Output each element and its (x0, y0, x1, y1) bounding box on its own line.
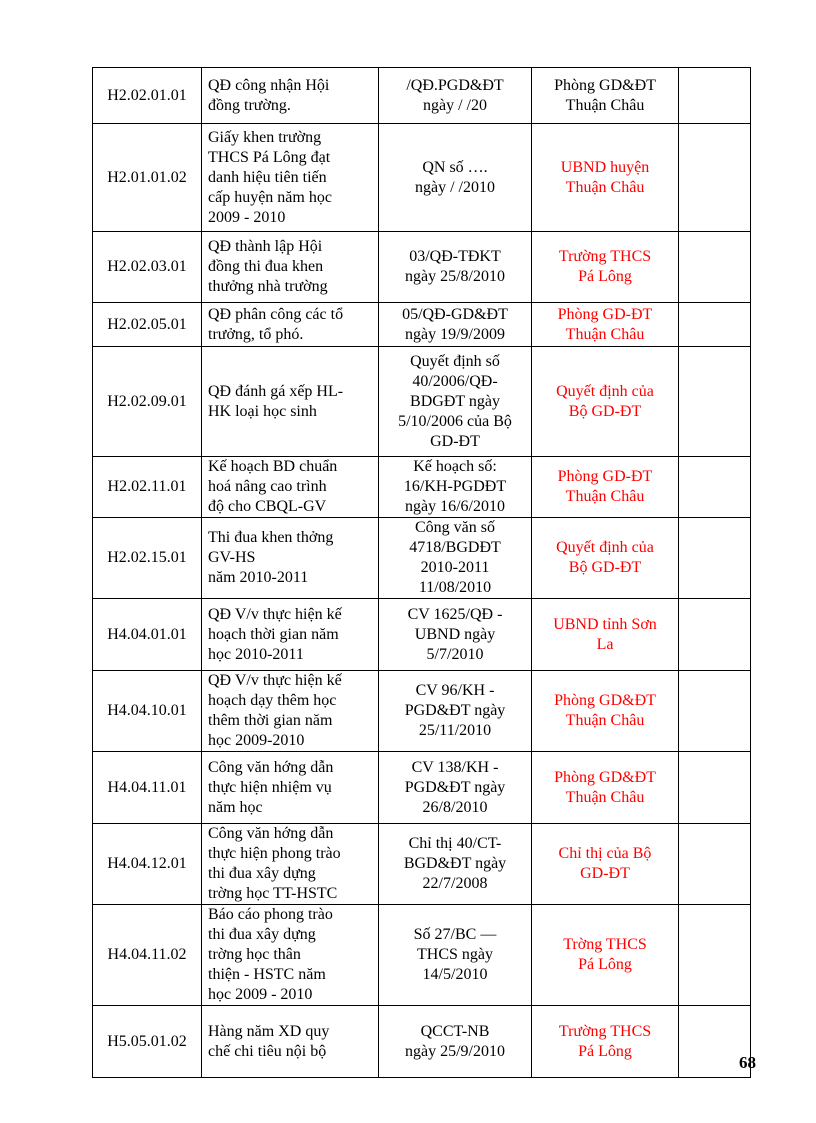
table-row (93, 671, 751, 752)
document-reference: CV 96/KH - PGD&ĐT ngày 25/11/2010 (379, 671, 532, 752)
table-row (93, 824, 751, 905)
document-reference: CV 1625/QĐ - UBND ngày 5/7/2010 (379, 599, 532, 671)
document-reference: 05/QĐ-GD&ĐT ngày 19/9/2009 (379, 303, 532, 347)
table-row (93, 68, 751, 124)
issuing-authority: Chỉ thị của Bộ GD-ĐT (532, 824, 679, 905)
document-title: QĐ V/v thực hiện kế hoạch thời gian năm học 2010-2011 (202, 599, 379, 671)
note-cell (679, 905, 751, 1006)
issuing-authority: Trường THCS Pá Lông (532, 232, 679, 303)
evidence-code: H5.05.01.02 (93, 1006, 202, 1078)
issuing-authority: UBND tỉnh Sơn La (532, 599, 679, 671)
note-cell (679, 232, 751, 303)
document-reference: QN số …. ngày / /2010 (379, 124, 532, 232)
document-title: QĐ đánh gá xếp HL- HK loại học sinh (202, 347, 379, 457)
document-title: QĐ phân công các tổ trưởng, tổ phó. (202, 303, 379, 347)
document-reference: Quyết định số 40/2006/QĐ- BDGĐT ngày 5/10/2006 của Bộ GD-ĐT (379, 347, 532, 457)
evidence-table-body (93, 68, 751, 1078)
evidence-table (92, 67, 751, 1078)
evidence-code: H4.04.11.02 (93, 905, 202, 1006)
table-row (93, 752, 751, 824)
document-title: Công văn hớng dẫn thực hiện nhiệm vụ năm học (202, 752, 379, 824)
note-cell (679, 824, 751, 905)
evidence-code: H4.04.11.01 (93, 752, 202, 824)
document-title: Công văn hớng dẫn thực hiện phong trào thi đua xây dựng trờng học TT-HSTC (202, 824, 379, 905)
evidence-code: H2.02.15.01 (93, 518, 202, 599)
document-title: QĐ thành lập Hội đồng thi đua khen thưởng nhà trường (202, 232, 379, 303)
note-cell (679, 347, 751, 457)
evidence-code: H2.02.01.01 (93, 68, 202, 124)
issuing-authority: Phòng GD&ĐT Thuận Châu (532, 752, 679, 824)
document-title: QĐ công nhận Hội đồng trường. (202, 68, 379, 124)
note-cell (679, 457, 751, 518)
issuing-authority: Quyết định của Bộ GD-ĐT (532, 347, 679, 457)
note-cell (679, 752, 751, 824)
table-row (93, 905, 751, 1006)
document-title: QĐ V/v thực hiện kế hoạch dạy thêm học thêm thời gian năm học 2009-2010 (202, 671, 379, 752)
table-row (93, 232, 751, 303)
note-cell (679, 671, 751, 752)
document-reference: QCCT-NB ngày 25/9/2010 (379, 1006, 532, 1078)
note-cell (679, 303, 751, 347)
table-row (93, 124, 751, 232)
table-row (93, 457, 751, 518)
table-row (93, 599, 751, 671)
issuing-authority: UBND huyện Thuận Châu (532, 124, 679, 232)
issuing-authority: Phòng GD&ĐT Thuận Châu (532, 671, 679, 752)
issuing-authority: Trường THCS Pá Lông (532, 1006, 679, 1078)
document-title: Hàng năm XD quy chế chi tiêu nội bộ (202, 1006, 379, 1078)
document-reference: CV 138/KH - PGD&ĐT ngày 26/8/2010 (379, 752, 532, 824)
document-reference: /QĐ.PGD&ĐT ngày / /20 (379, 68, 532, 124)
document-title: Kế hoạch BD chuẩn hoá nâng cao trình độ cho CBQL-GV (202, 457, 379, 518)
document-reference: Công văn số 4718/BGDĐT 2010-2011 11/08/2010 (379, 518, 532, 599)
document-title: Giấy khen trường THCS Pá Lông đạt danh hiệu tiên tiến cấp huyện năm học 2009 - 2010 (202, 124, 379, 232)
document-title: Báo cáo phong trào thi đua xây dựng trờng học thân thiện - HSTC năm học 2009 - 2010 (202, 905, 379, 1006)
issuing-authority: Phòng GD-ĐT Thuận Châu (532, 457, 679, 518)
note-cell (679, 124, 751, 232)
note-cell (679, 68, 751, 124)
document-reference: 03/QĐ-TĐKT ngày 25/8/2010 (379, 232, 532, 303)
note-cell (679, 599, 751, 671)
document-reference: Số 27/BC — THCS ngày 14/5/2010 (379, 905, 532, 1006)
note-cell (679, 518, 751, 599)
evidence-code: H2.02.05.01 (93, 303, 202, 347)
evidence-code: H4.04.01.01 (93, 599, 202, 671)
document-reference: Chỉ thị 40/CT- BGD&ĐT ngày 22/7/2008 (379, 824, 532, 905)
evidence-code: H4.04.12.01 (93, 824, 202, 905)
evidence-code: H2.01.01.02 (93, 124, 202, 232)
table-row (93, 518, 751, 599)
evidence-code: H2.02.03.01 (93, 232, 202, 303)
evidence-code: H2.02.11.01 (93, 457, 202, 518)
evidence-code: H4.04.10.01 (93, 671, 202, 752)
issuing-authority: Phòng GD-ĐT Thuận Châu (532, 303, 679, 347)
document-reference: Kế hoạch số: 16/KH-PGDĐT ngày 16/6/2010 (379, 457, 532, 518)
issuing-authority: Quyết định của Bộ GD-ĐT (532, 518, 679, 599)
table-row (93, 1006, 751, 1078)
table-row (93, 347, 751, 457)
issuing-authority: Phòng GD&ĐT Thuận Châu (532, 68, 679, 124)
document-title: Thi đua khen thởng GV-HS năm 2010-2011 (202, 518, 379, 599)
table-row (93, 303, 751, 347)
issuing-authority: Trờng THCS Pá Lông (532, 905, 679, 1006)
page-number: 68 (739, 1053, 756, 1072)
evidence-code: H2.02.09.01 (93, 347, 202, 457)
